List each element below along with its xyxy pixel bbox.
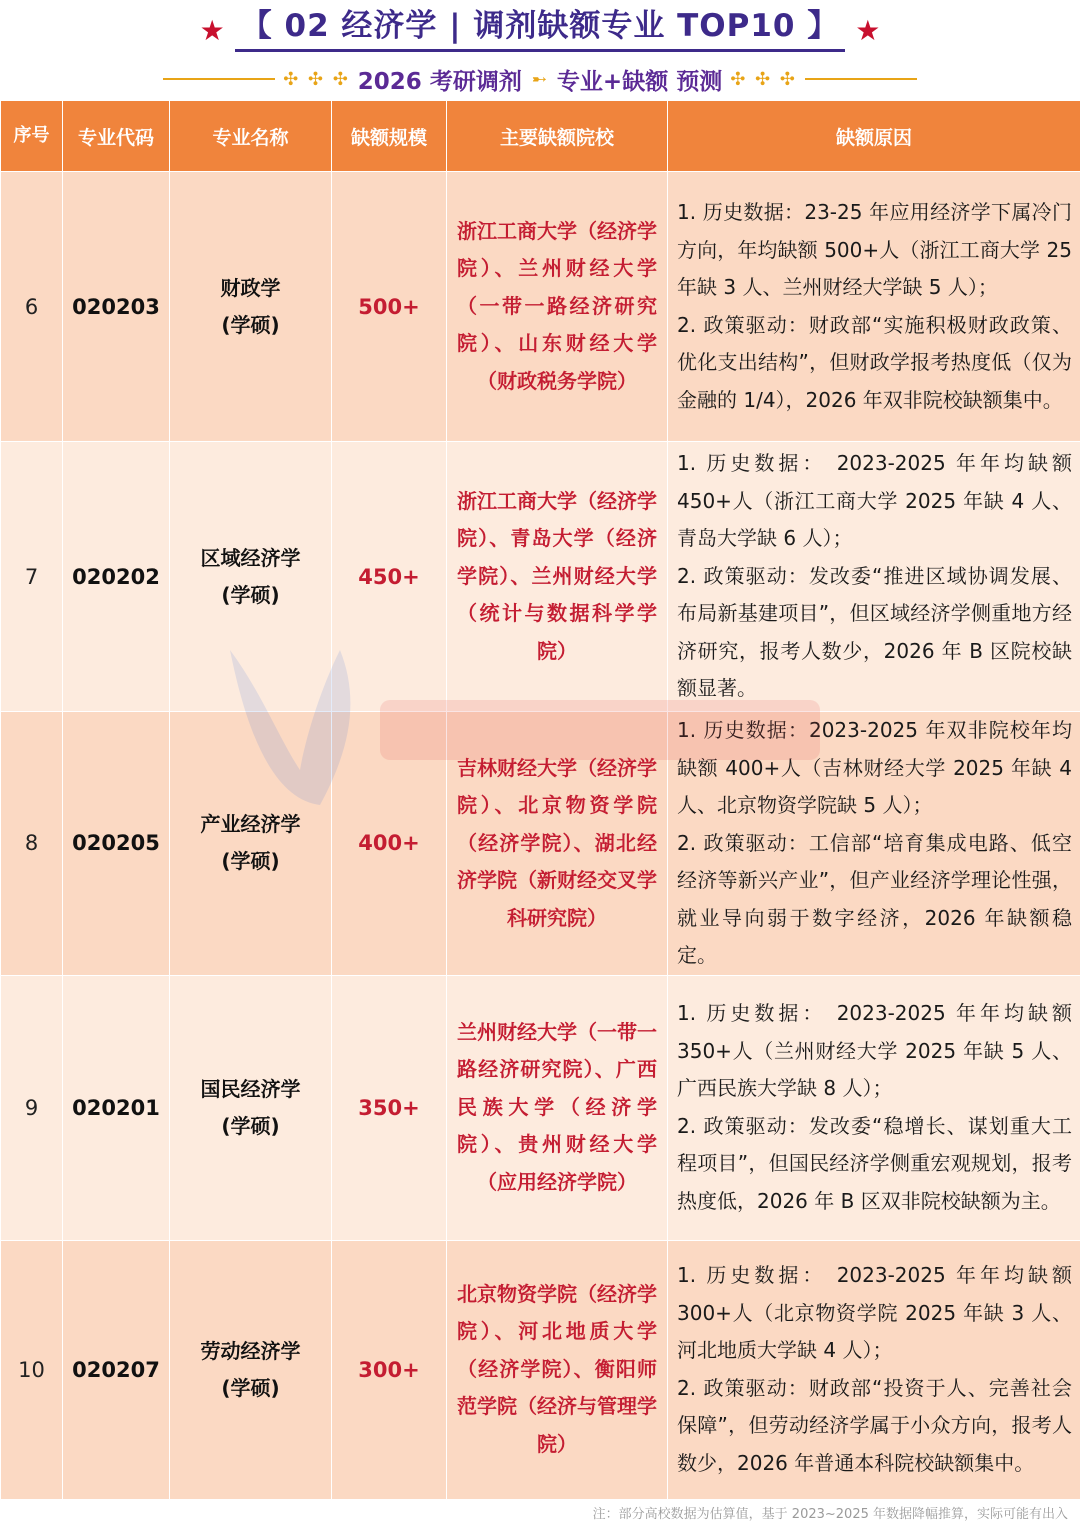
row-reason: [668, 1240, 1080, 1499]
degree-type: (学硕): [221, 582, 280, 607]
row-scale: 450+: [332, 442, 447, 712]
row-code: 020203: [63, 172, 170, 442]
reason-history: 1. 历史数据： 2023-2025 年年均缺额 450+人（浙江工商大学 2025 年缺 4 人、青岛大学缺 6 人）；: [677, 451, 1072, 551]
column-header-schools: 主要缺额院校: [447, 101, 668, 172]
row-schools: 北京物资学院（经济学院）、河北地质大学（经济学院）、衡阳师范学院（经济与管理学院）: [447, 1240, 668, 1499]
reason-history: 1. 历史数据：2023-2025 年双非院校年均缺额 400+人（吉林财经大学 2025 年缺 4 人、北京物资学院缺 5 人）；: [677, 718, 1072, 817]
row-code: 020205: [63, 712, 170, 976]
table-row: [1, 1240, 1080, 1499]
page-title: 【 02 经济学 | 调剂缺额专业 TOP10 】: [235, 6, 846, 52]
degree-type: (学硕): [221, 849, 280, 874]
row-seq: 8: [1, 712, 63, 976]
row-code: 020201: [63, 975, 170, 1240]
ornament-icon: ✣ ✣ ✣: [730, 68, 797, 90]
table-row: [1, 442, 1080, 712]
major-name: 财政学: [220, 275, 281, 300]
reason-history: 1. 历史数据： 2023-2025 年年均缺额 350+人（兰州财经大学 2025 年缺 5 人、广西民族大学缺 8 人）；: [677, 1001, 1072, 1100]
column-header-reason: 缺额原因: [668, 101, 1080, 172]
degree-type: (学硕): [221, 1113, 280, 1138]
degree-type: (学硕): [221, 1375, 280, 1400]
divider-line: [805, 78, 917, 80]
row-scale: 350+: [332, 975, 447, 1240]
reason-policy: 2. 政策驱动：财政部“实施积极财政政策、优化支出结构”，但财政学报考热度低（仅为金融的 1/4），2026 年双非院校缺额集中。: [677, 312, 1072, 412]
major-name: 国民经济学: [200, 1076, 301, 1101]
row-schools: 浙江工商大学（经济学院）、青岛大学（经济学院）、兰州财经大学（统计与数据科学学院）: [447, 442, 668, 712]
column-header-code: 专业代码: [63, 101, 170, 172]
row-seq: 10: [1, 1240, 63, 1499]
major-name: 劳动经济学: [200, 1338, 301, 1363]
row-reason: [668, 172, 1080, 442]
row-scale: 300+: [332, 1240, 447, 1499]
subtitle-bar: [0, 60, 1080, 98]
row-reason: [668, 442, 1080, 712]
row-schools: 吉林财经大学（经济学院）、北京物资学院（经济学院）、湖北经济学院（新财经交叉学科研究院）: [447, 712, 668, 976]
subtitle-year: 2026 考研调剂: [357, 68, 522, 95]
reason-policy: 2. 政策驱动：发改委“推进区域协调发展、布局新基建项目”，但区域经济学侧重地方经济研究，报考人数少，2026 年 B 区院校缺额显著。: [677, 563, 1072, 701]
column-header-scale: 缺额规模: [332, 101, 447, 172]
row-reason: [668, 975, 1080, 1240]
divider-line: [163, 78, 275, 80]
row-major-name: [170, 1240, 332, 1499]
table-row: [1, 975, 1080, 1240]
table-header-row: [1, 101, 1080, 172]
ornament-icon: ✣ ✣ ✣: [283, 68, 350, 90]
shortage-table: [0, 100, 1080, 1500]
reason-policy: 2. 政策驱动：工信部“培育集成电路、低空经济等新兴产业”，但产业经济学理论性强，就业导向弱于数字经济，2026 年缺额稳定。: [677, 830, 1072, 967]
major-name: 产业经济学: [200, 812, 301, 837]
row-code: 020207: [63, 1240, 170, 1499]
row-major-name: [170, 172, 332, 442]
row-major-name: [170, 442, 332, 712]
star-icon: ★: [855, 14, 881, 47]
reason-policy: 2. 政策驱动：发改委“稳增长、谋划重大工程项目”，但国民经济学侧重宏观规划，报考热度低，2026 年 B 区双非院校缺额为主。: [677, 1113, 1072, 1213]
footnote: 注：部分高校数据为估算值，基于 2023~2025 年数据降幅推算，实际可能有出入: [592, 1507, 1068, 1522]
column-header-seq: 序号: [1, 101, 63, 172]
row-seq: 6: [1, 172, 63, 442]
row-reason: [668, 712, 1080, 976]
row-seq: 9: [1, 975, 63, 1240]
reason-history: 1. 历史数据： 2023-2025 年年均缺额 300+人（北京物资学院 2025 年缺 3 人、河北地质大学缺 4 人）；: [677, 1263, 1072, 1362]
table-row: [1, 712, 1080, 976]
row-scale: 400+: [332, 712, 447, 976]
reason-history: 1. 历史数据：23-25 年应用经济学下属冷门方向，年均缺额 500+人（浙江工商大学 25 年缺 3 人、兰州财经大学缺 5 人）；: [677, 200, 1072, 299]
row-scale: 500+: [332, 172, 447, 442]
star-icon: ★: [199, 14, 225, 47]
row-schools: 兰州财经大学（一带一路经济研究院）、广西民族大学（经济学院）、贵州财经大学（应用经济学院）: [447, 975, 668, 1240]
subtitle-text: 专业+缺额 预测: [556, 68, 723, 95]
table-row: [1, 172, 1080, 442]
row-schools: 浙江工商大学（经济学院）、兰州财经大学（一带一路经济研究院）、山东财经大学（财政税务学院）: [447, 172, 668, 442]
column-header-name: 专业名称: [170, 101, 332, 172]
degree-type: (学硕): [221, 312, 280, 337]
arrow-icon: ➸: [531, 68, 547, 90]
row-seq: 7: [1, 442, 63, 712]
reason-policy: 2. 政策驱动：财政部“投资于人、完善社会保障”，但劳动经济学属于小众方向，报考人数少，2026 年普通本科院校缺额集中。: [677, 1375, 1072, 1475]
row-code: 020202: [63, 442, 170, 712]
major-name: 区域经济学: [200, 545, 301, 570]
row-major-name: [170, 712, 332, 976]
row-major-name: [170, 975, 332, 1240]
title-bar: [0, 0, 1080, 58]
